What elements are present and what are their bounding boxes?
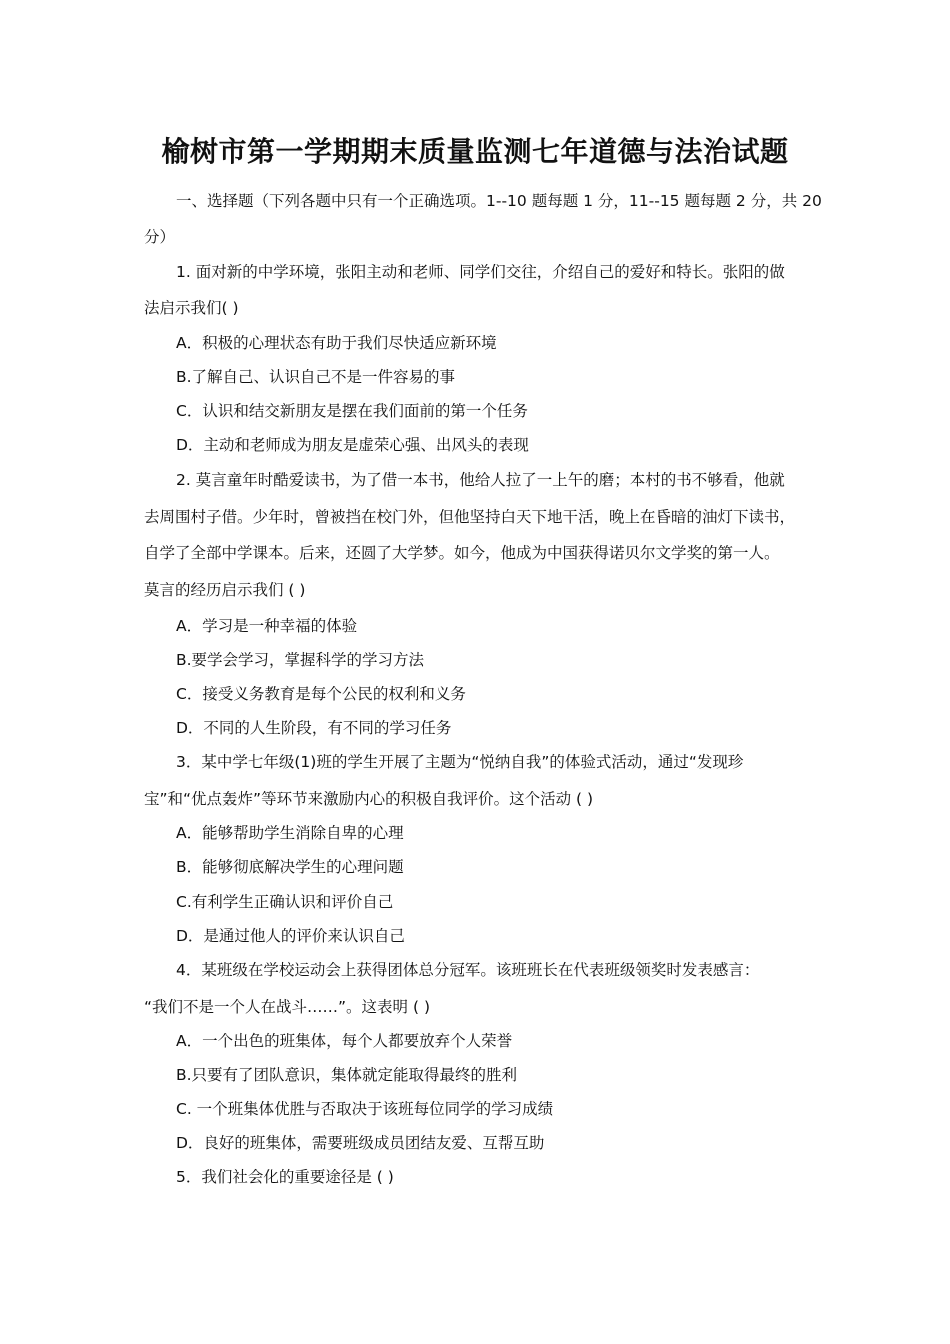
question-2-stem-line-2: 去周围村子借。少年时，曾被挡在校门外，但他坚持白天下地干活，晚上在昏暗的油灯下读书， <box>144 508 796 526</box>
question-3-stem-line-1: 3．某中学七年级(1)班的学生开展了主题为“悦纳自我”的体验式活动，通过“发现珍 <box>176 753 744 771</box>
question-3-option-d: D．是通过他人的评价来认识自己 <box>176 927 405 945</box>
question-2-option-d: D．不同的人生阶段，有不同的学习任务 <box>176 719 452 737</box>
question-4-stem-line-2: “我们不是一个人在战斗……”。这表明 ( ) <box>144 998 431 1016</box>
question-2-stem-line-4: 莫言的经历启示我们 ( ) <box>144 581 306 599</box>
question-2-stem-line-1: 2. 莫言童年时酷爱读书，为了借一本书，他给人拉了一上午的磨；本村的书不够看，他就 <box>176 471 785 489</box>
question-3-stem-line-2: 宝”和“优点轰炸”等环节来激励内心的积极自我评价。这个活动 ( ) <box>144 790 594 808</box>
question-4-option-d: D．良好的班集体，需要班级成员团结友爱、互帮互助 <box>176 1134 545 1152</box>
question-1-stem-line-2: 法启示我们( ) <box>144 299 239 317</box>
question-2-option-a: A．学习是一种幸福的体验 <box>176 617 358 635</box>
question-5-stem-line-1: 5．我们社会化的重要途径是 ( ) <box>176 1168 394 1186</box>
section-header-line-1: 一、选择题（下列各题中只有一个正确选项。1--10 题每题 1 分，11--15 题每题 2 分，共 20 <box>176 192 822 210</box>
question-3-option-c: C.有利学生正确认识和评价自己 <box>176 893 394 911</box>
question-1-option-c: C．认识和结交新朋友是摆在我们面前的第一个任务 <box>176 402 528 420</box>
question-4-option-c: C. 一个班集体优胜与否取决于该班每位同学的学习成绩 <box>176 1100 554 1118</box>
question-3-option-a: A．能够帮助学生消除自卑的心理 <box>176 824 404 842</box>
section-header-line-2: 分） <box>144 228 176 246</box>
question-1-option-a: A．积极的心理状态有助于我们尽快适应新环境 <box>176 334 497 352</box>
question-4-option-a: A．一个出色的班集体，每个人都要放弃个人荣誉 <box>176 1032 513 1050</box>
question-2-option-c: C．接受义务教育是每个公民的权利和义务 <box>176 685 466 703</box>
question-3-option-b: B．能够彻底解决学生的心理问题 <box>176 858 404 876</box>
question-4-stem-line-1: 4．某班级在学校运动会上获得团体总分冠军。该班班长在代表班级领奖时发表感言： <box>176 961 760 979</box>
page-title: 榆树市第一学期期末质量监测七年道德与法治试题 <box>161 135 789 168</box>
question-1-option-d: D．主动和老师成为朋友是虚荣心强、出风头的表现 <box>176 436 529 454</box>
question-2-option-b: B.要学会学习，掌握科学的学习方法 <box>176 651 425 669</box>
question-1-stem-line-1: 1. 面对新的中学环境，张阳主动和老师、同学们交往，介绍自己的爱好和特长。张阳的做 <box>176 263 785 281</box>
question-1-option-b: B.了解自己、认识自己不是一件容易的事 <box>176 368 456 386</box>
question-2-stem-line-3: 自学了全部中学课本。后来，还圆了大学梦。如今，他成为中国获得诺贝尔文学奖的第一人。 <box>144 544 780 562</box>
question-4-option-b: B.只要有了团队意识，集体就定能取得最终的胜利 <box>176 1066 518 1084</box>
